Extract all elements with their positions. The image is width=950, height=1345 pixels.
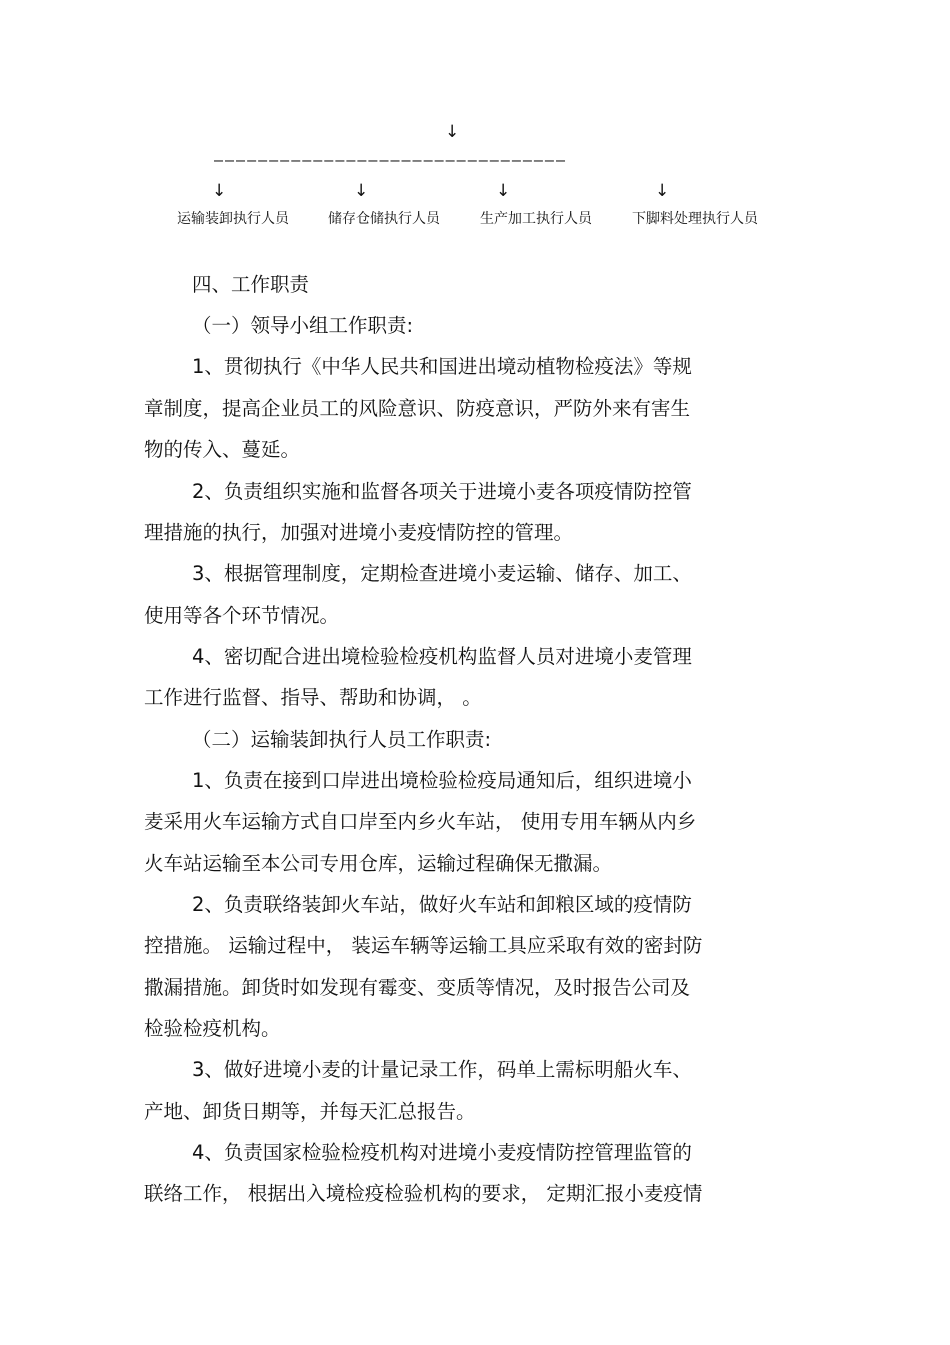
text-line: 联络工作， 根据出入境检疫检验机构的要求， 定期汇报小麦疫情 bbox=[144, 1182, 703, 1205]
text-line: 工作进行监督、指导、帮助和协调， 。 bbox=[144, 686, 482, 709]
text-line: 火车站运输至本公司专用仓库，运输过程确保无撒漏。 bbox=[144, 852, 613, 875]
top-arrow: ↓ bbox=[445, 122, 460, 142]
text-line: 4、负责国家检验检疫机构对进境小麦疫情防控管理监管的 bbox=[192, 1141, 692, 1164]
text-line: 1、贯彻执行《中华人民共和国进出境动植物检疫法》等规 bbox=[192, 355, 692, 378]
branch-arrow-3: ↓ bbox=[496, 181, 511, 201]
text-line: 2、负责组织实施和监督各项关于进境小麦各项疫情防控管 bbox=[192, 480, 692, 503]
text-line: 使用等各个环节情况。 bbox=[144, 604, 340, 627]
text-line: 章制度，提高企业员工的风险意识、防疫意识，严防外来有害生 bbox=[144, 397, 691, 420]
role-processing: 生产加工执行人员 bbox=[480, 211, 592, 227]
branch-dash-line: –––––––––––––––––––––––––––––––– bbox=[214, 151, 567, 169]
text-line: 理措施的执行，加强对进境小麦疫情防控的管理。 bbox=[144, 521, 574, 544]
branch-arrow-4: ↓ bbox=[655, 181, 670, 201]
text-line: 物的传入、蔓延。 bbox=[144, 438, 301, 461]
text-line: 4、密切配合进出境检验检疫机构监督人员对进境小麦管理 bbox=[192, 645, 692, 668]
text-line: 2、负责联络装卸火车站，做好火车站和卸粮区域的疫情防 bbox=[192, 893, 692, 916]
text-line: 麦采用火车运输方式自口岸至内乡火车站， 使用专用车辆从内乡 bbox=[144, 810, 697, 833]
text-line: 1、负责在接到口岸进出境检验检疫局通知后，组织进境小 bbox=[192, 769, 692, 792]
role-transport: 运输装卸执行人员 bbox=[177, 211, 289, 227]
subsection-heading: （一）领导小组工作职责: bbox=[192, 314, 414, 337]
branch-arrow-2: ↓ bbox=[354, 181, 369, 201]
role-storage: 储存仓储执行人员 bbox=[328, 211, 440, 227]
text-line: 检验检疫机构。 bbox=[144, 1017, 281, 1040]
text-line: 产地、卸货日期等，并每天汇总报告。 bbox=[144, 1100, 476, 1123]
text-line: 撒漏措施。卸货时如发现有霉变、变质等情况，及时报告公司及 bbox=[144, 976, 691, 999]
text-line: 3、根据管理制度，定期检查进境小麦运输、储存、加工、 bbox=[192, 562, 692, 585]
text-line: 控措施。 运输过程中， 装运车辆等运输工具应采取有效的密封防 bbox=[144, 934, 703, 957]
text-line: 3、做好进境小麦的计量记录工作，码单上需标明船火车、 bbox=[192, 1058, 692, 1081]
subsection-heading: （二）运输装卸执行人员工作职责: bbox=[192, 728, 492, 751]
section-heading: 四、工作职责 bbox=[192, 273, 310, 296]
branch-arrow-1: ↓ bbox=[212, 181, 227, 201]
role-waste: 下脚料处理执行人员 bbox=[632, 211, 758, 227]
